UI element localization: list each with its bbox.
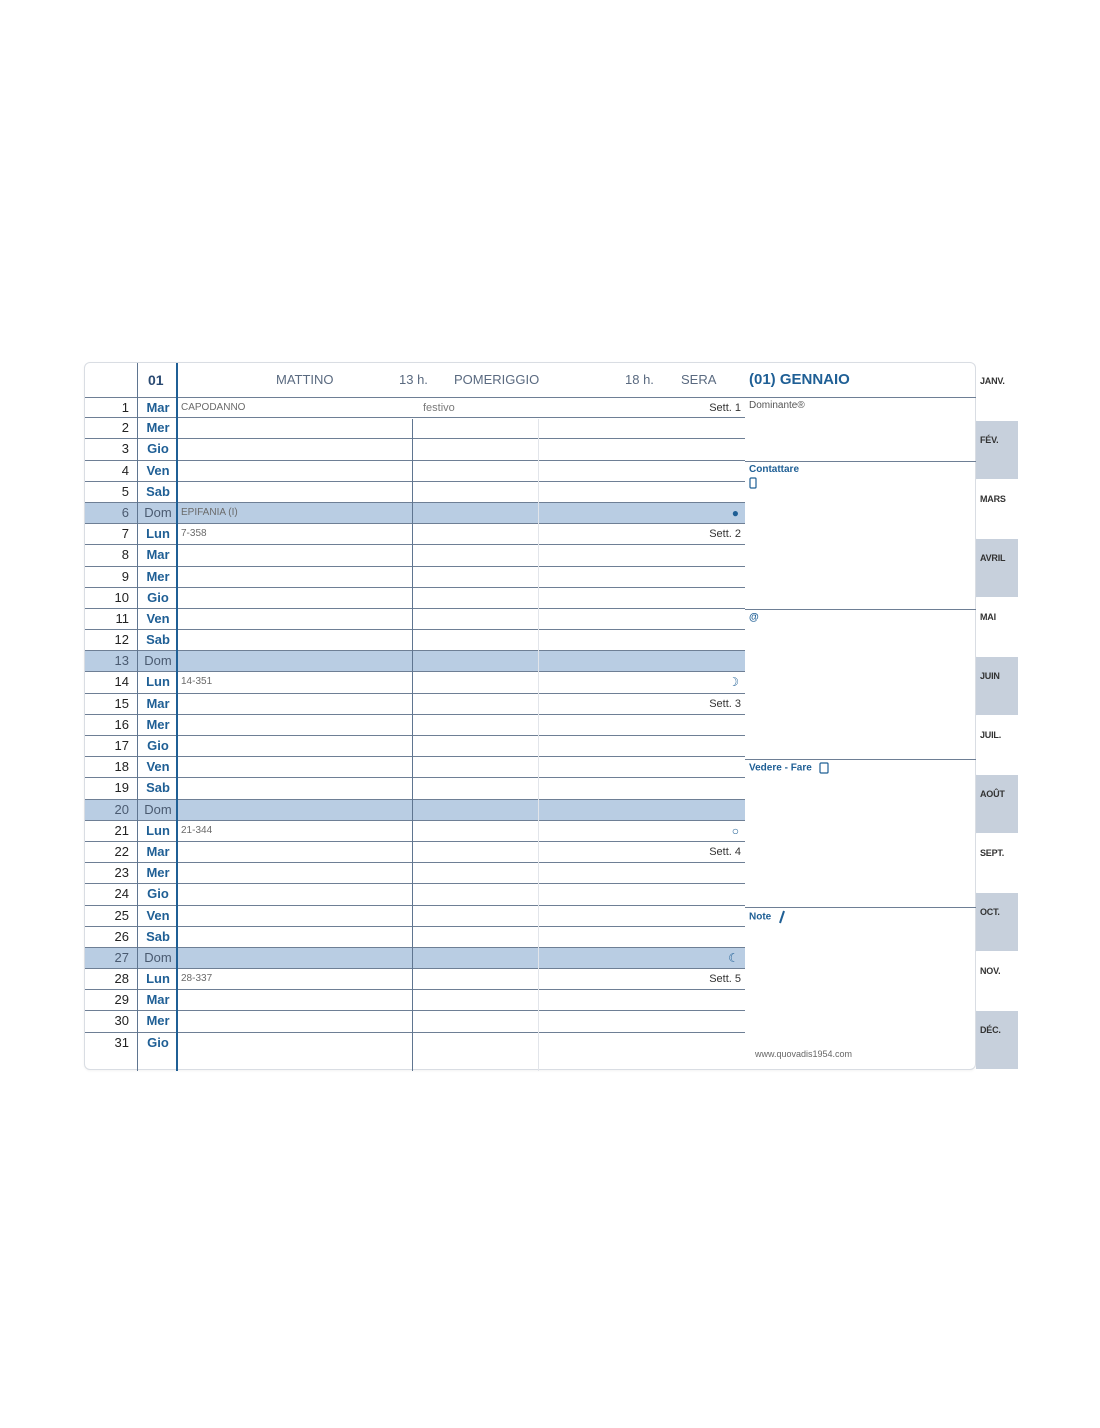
- day-row[interactable]: [85, 651, 745, 672]
- day-row[interactable]: [85, 609, 745, 630]
- day-number: 8: [121, 547, 129, 563]
- day-number: 14: [114, 674, 129, 690]
- day-number: 30: [114, 1013, 129, 1029]
- day-note: EPIFANIA (I): [181, 506, 238, 518]
- month-tab[interactable]: MAI: [976, 598, 1018, 656]
- at-label: @: [749, 612, 759, 623]
- month-tab[interactable]: OCT.: [976, 893, 1018, 951]
- day-number: 15: [114, 695, 129, 711]
- time-18h-label: 18 h.: [625, 372, 654, 387]
- week-number: 01: [148, 372, 164, 388]
- moon-phase-icon: ☽: [728, 675, 739, 690]
- day-number: 25: [114, 907, 129, 923]
- moon-phase-icon: ○: [731, 823, 739, 838]
- weekday-label: Mer: [146, 420, 170, 436]
- weekday-label: Mar: [146, 843, 170, 859]
- week-label: Sett. 1: [709, 402, 741, 414]
- day-row[interactable]: [85, 1033, 745, 1071]
- day-row[interactable]: [85, 418, 745, 439]
- week-label: Sett. 2: [709, 528, 741, 541]
- time-13h-label: 13 h.: [399, 372, 428, 387]
- divider-line: [176, 363, 178, 1071]
- day-row[interactable]: [85, 821, 745, 842]
- day-row[interactable]: [85, 990, 745, 1011]
- month-tabs: [976, 362, 1022, 1070]
- weekday-label: Sab: [146, 483, 170, 499]
- month-tab[interactable]: MARS: [976, 480, 1018, 538]
- day-number: 18: [114, 759, 129, 775]
- weekday-label: Mar: [146, 992, 170, 1008]
- day-number: 27: [114, 949, 129, 965]
- day-number: 11: [115, 610, 129, 626]
- week-label: Sett. 4: [709, 845, 741, 858]
- website-text: www.quovadis1954.com: [755, 1049, 853, 1059]
- dominante-section[interactable]: [745, 397, 977, 461]
- weekday-label: Mer: [146, 1013, 170, 1029]
- day-number: 28: [114, 971, 129, 987]
- day-number: 1: [121, 400, 129, 415]
- day-row[interactable]: [85, 842, 745, 863]
- clipboard-icon: [819, 762, 829, 774]
- day-row[interactable]: [85, 503, 745, 524]
- pomeriggio-label: POMERIGGIO: [454, 372, 540, 387]
- weekday-label: Ven: [146, 462, 170, 478]
- month-tab[interactable]: FÉV.: [976, 421, 1018, 479]
- day-number: 3: [121, 441, 129, 457]
- weekday-label: Gio: [147, 886, 169, 902]
- day-number: 7: [121, 526, 129, 542]
- month-tab[interactable]: AVRIL: [976, 539, 1018, 597]
- divider-line: [412, 419, 413, 1071]
- day-number: 21: [114, 822, 129, 838]
- weekday-label: Lun: [146, 822, 170, 838]
- day-row[interactable]: [85, 567, 745, 588]
- dominante-label: Dominante®: [749, 400, 805, 411]
- day-number: 10: [114, 589, 129, 605]
- weekday-label: Mar: [146, 695, 170, 711]
- weekday-label: Ven: [146, 610, 170, 626]
- weekday-label: Mer: [146, 568, 170, 584]
- email-section[interactable]: [745, 609, 977, 759]
- month-tab[interactable]: SEPT.: [976, 834, 1018, 892]
- day-row[interactable]: [85, 927, 745, 948]
- weekday-label: Lun: [146, 526, 170, 542]
- day-note: 14-351: [181, 676, 213, 688]
- month-tab[interactable]: JANV.: [976, 362, 1018, 420]
- divider-line: [538, 419, 539, 1071]
- day-note: 7-358: [181, 528, 207, 540]
- month-tab[interactable]: JUIN: [976, 657, 1018, 715]
- day-row[interactable]: [85, 800, 745, 821]
- day-number: 19: [114, 780, 129, 796]
- day-row[interactable]: [85, 588, 745, 609]
- day-row[interactable]: [85, 1011, 745, 1032]
- pen-icon: [778, 910, 786, 924]
- vedere-fare-section[interactable]: [745, 759, 977, 907]
- weekday-label: Lun: [146, 971, 170, 987]
- note-section[interactable]: [745, 907, 977, 1071]
- weekday-label: Gio: [147, 738, 169, 753]
- day-number: 22: [114, 843, 129, 859]
- day-row[interactable]: [85, 948, 745, 969]
- week-label: Sett. 5: [709, 973, 741, 986]
- day-number: 29: [114, 992, 129, 1008]
- day-row[interactable]: [85, 694, 745, 715]
- weekday-label: Mar: [146, 547, 170, 563]
- month-tab[interactable]: NOV.: [976, 952, 1018, 1010]
- day-row[interactable]: [85, 630, 745, 651]
- day-number: 6: [121, 504, 129, 520]
- weekday-label: Dom: [144, 504, 172, 520]
- weekday-label: Sab: [146, 780, 170, 796]
- day-row[interactable]: [85, 736, 745, 757]
- day-row[interactable]: [85, 524, 745, 545]
- side-panel: [745, 397, 977, 1071]
- day-row[interactable]: [85, 757, 745, 778]
- day-number: 16: [114, 716, 129, 732]
- day-row[interactable]: [85, 969, 745, 990]
- moon-phase-icon: ☾: [728, 950, 739, 965]
- weekday-label: Dom: [144, 801, 172, 817]
- day-row[interactable]: [85, 906, 745, 927]
- day-row[interactable]: [85, 397, 745, 418]
- day-number: 31: [114, 1034, 129, 1050]
- day-number: 23: [114, 865, 129, 881]
- month-tab[interactable]: DÉC.: [976, 1011, 1018, 1069]
- day-note: 28-337: [181, 973, 213, 985]
- divider-line: [137, 363, 138, 1071]
- weekday-label: Mar: [146, 400, 170, 415]
- weekday-label: Dom: [144, 653, 172, 669]
- day-row[interactable]: [85, 778, 745, 799]
- weekday-label: Sab: [146, 928, 170, 944]
- month-title: (01) GENNAIO: [749, 371, 850, 388]
- day-number: 20: [114, 801, 129, 817]
- sera-label: SERA: [681, 372, 717, 387]
- day-note: CAPODANNO: [181, 402, 246, 413]
- contattare-section[interactable]: [745, 461, 977, 609]
- day-row[interactable]: [85, 672, 745, 693]
- day-number: 24: [114, 886, 129, 902]
- note-label: Note: [749, 910, 786, 924]
- weekday-label: Gio: [147, 589, 169, 605]
- day-row[interactable]: [85, 461, 745, 482]
- day-row[interactable]: [85, 863, 745, 884]
- weekday-label: Gio: [147, 1034, 169, 1050]
- day-number: 17: [114, 738, 129, 753]
- phone-icon: [749, 477, 757, 489]
- day-number: 26: [114, 928, 129, 944]
- month-tab[interactable]: AOÛT: [976, 775, 1018, 833]
- weekday-label: Gio: [147, 441, 169, 457]
- day-number: 9: [121, 568, 129, 584]
- weekday-label: Lun: [146, 674, 170, 690]
- day-row[interactable]: [85, 715, 745, 736]
- afternoon-note: festivo: [423, 402, 455, 414]
- weekday-label: Mer: [146, 865, 170, 881]
- day-note: 21-344: [181, 824, 213, 836]
- day-number: 5: [121, 483, 129, 499]
- month-tab[interactable]: JUIL.: [976, 716, 1018, 774]
- planner-page: [84, 362, 976, 1070]
- mattino-label: MATTINO: [276, 372, 334, 387]
- day-number: 4: [121, 462, 129, 478]
- weekday-label: Mer: [146, 716, 170, 732]
- vedere-fare-label: Vedere - Fare: [749, 762, 829, 774]
- day-row[interactable]: [85, 439, 745, 460]
- week-label: Sett. 3: [709, 697, 741, 710]
- day-row[interactable]: [85, 545, 745, 566]
- day-number: 2: [121, 420, 129, 436]
- day-number: 12: [114, 632, 129, 648]
- day-row[interactable]: [85, 884, 745, 905]
- contattare-label: Contattare: [749, 464, 800, 475]
- weekday-label: Ven: [146, 759, 170, 775]
- day-row[interactable]: [85, 482, 745, 503]
- moon-phase-icon: ●: [731, 505, 739, 520]
- weekday-label: Dom: [144, 949, 172, 965]
- day-rows: [85, 397, 745, 1071]
- weekday-label: Ven: [146, 907, 170, 923]
- day-number: 13: [114, 653, 129, 669]
- weekday-label: Sab: [146, 632, 170, 648]
